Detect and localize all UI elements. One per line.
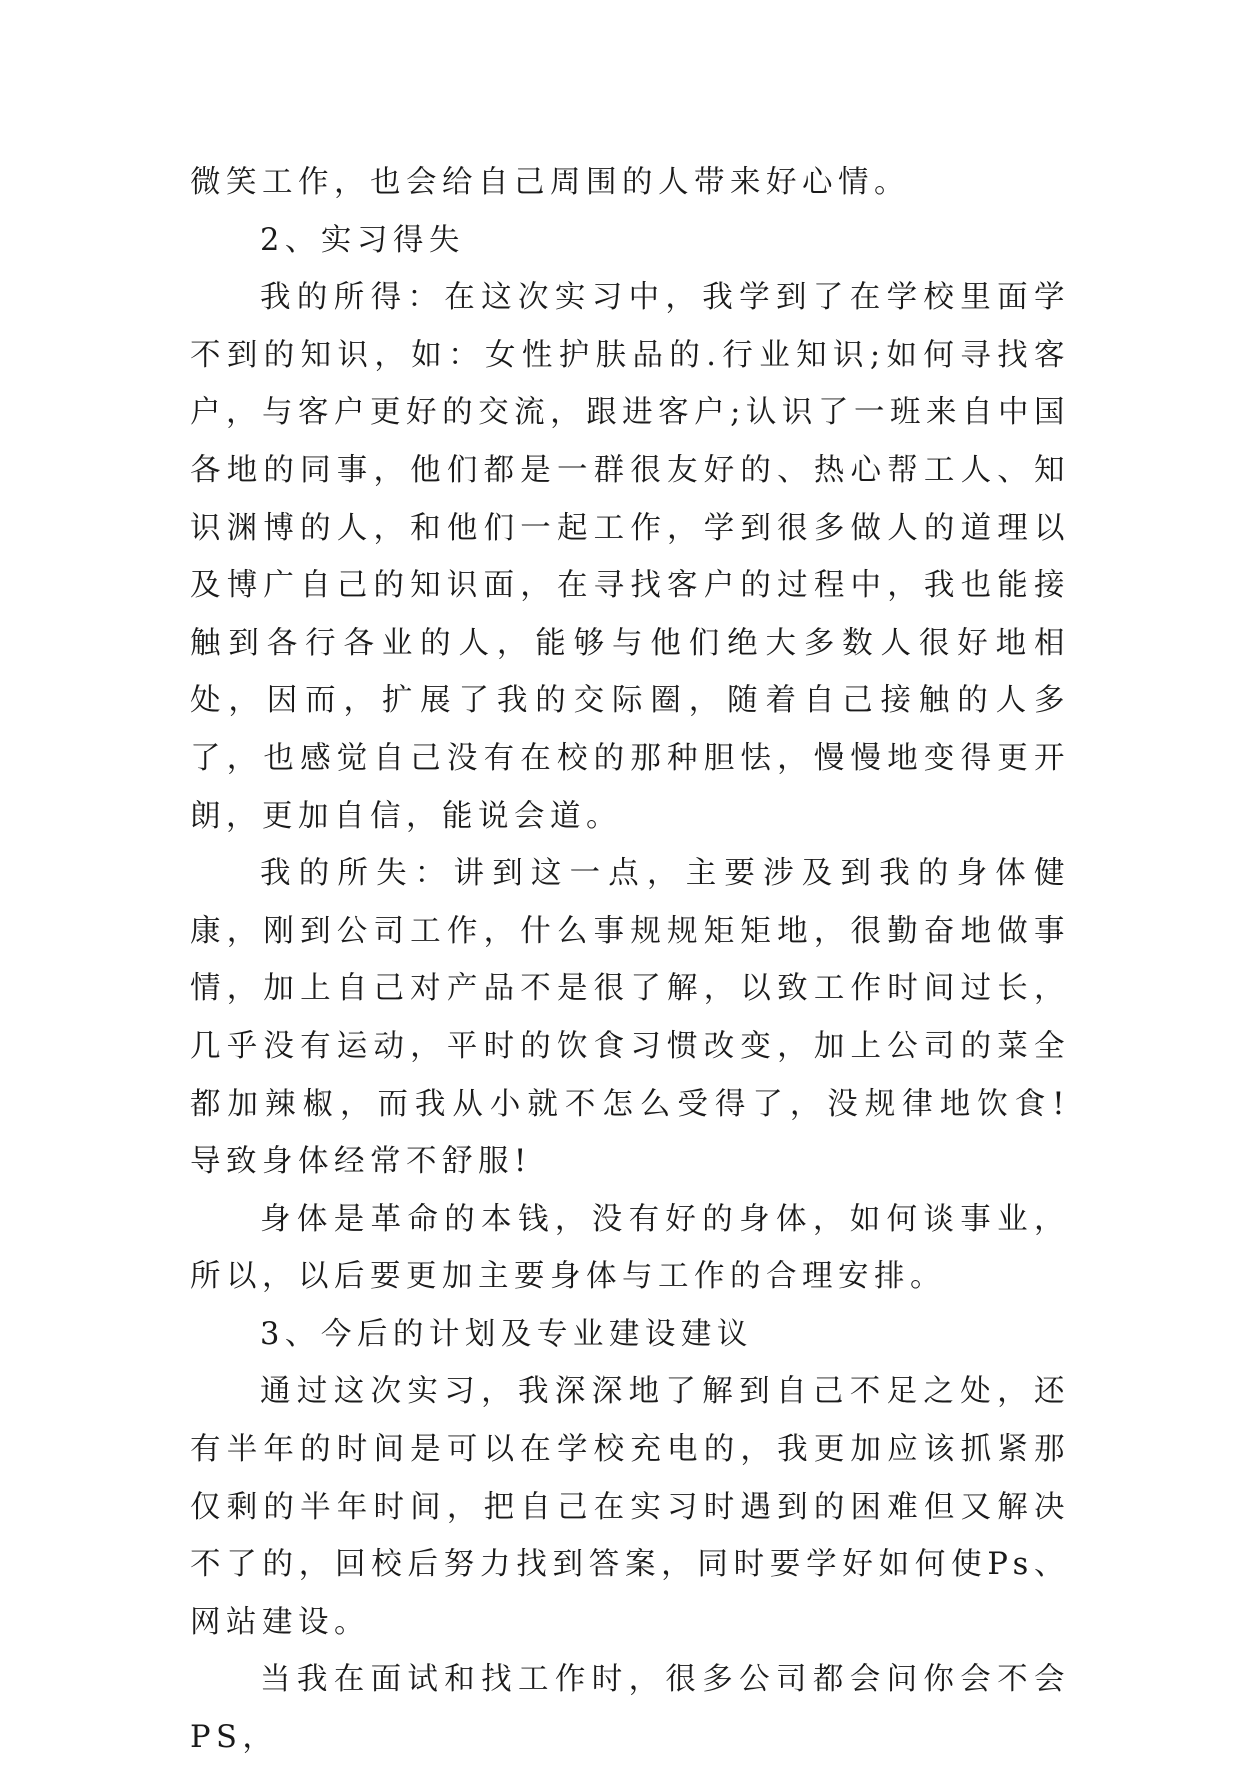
paragraph-through-internship: 通过这次实习，我深深地了解到自己不足之处，还有半年的时间是可以在学校充电的，我更加应该抓紧那仅剩的半年时间，把自己在实习时遇到的困难但又解决不了的，回校后努力找到答案，同时要学好如何使Ps、网站建设。 xyxy=(190,1374,1070,1640)
paragraph-health-capital: 身体是革命的本钱，没有好的身体，如何谈事业，所以，以后要更加主要身体与工作的合理安排。 xyxy=(190,1201,1070,1295)
paragraph-my-gains: 我的所得：在这次实习中，我学到了在学校里面学不到的知识，如：女性护肤品的.行业知识;如何寻找客户，与客户更好的交流，跟进客户;认识了一班来自中国各地的同事，他们都是一群很友好的、热心帮工人、知识渊博的人，和他们一起工作，学到很多做人的道理以及博广自己的知识面，在寻找客户的过程中，我也能接触到各行各业的人，能够与他们绝大多数人很好地相处，因而，扩展了我的交际圈，随着自己接触的人多了，也感觉自己没有在校的那种胆怯，慢慢地变得更开朗，更加自信，能说会道。 xyxy=(190,280,1070,834)
paragraph-interview-ps: 当我在面试和找工作时，很多公司都会问你会不会PS， xyxy=(190,1662,1070,1756)
section-heading-future-plans: 3、今后的计划及专业建设建议 xyxy=(260,1316,753,1352)
paragraph-smile-work: 微笑工作，也会给自己周围的人带来好心情。 xyxy=(190,165,910,200)
paragraph-my-losses: 我的所失：讲到这一点，主要涉及到我的身体健康，刚到公司工作，什么事规规矩矩地，很勤奋地做事情，加上自己对产品不是很了解，以致工作时间过长，几乎没有运动，平时的饮食习惯改变，加上公司的菜全都加辣椒，而我从小就不怎么受得了，没规律地饮食!导致身体经常不舒服! xyxy=(190,856,1070,1180)
document-body xyxy=(190,154,1070,1767)
section-heading-internship-gains-losses: 2、实习得失 xyxy=(260,222,465,258)
